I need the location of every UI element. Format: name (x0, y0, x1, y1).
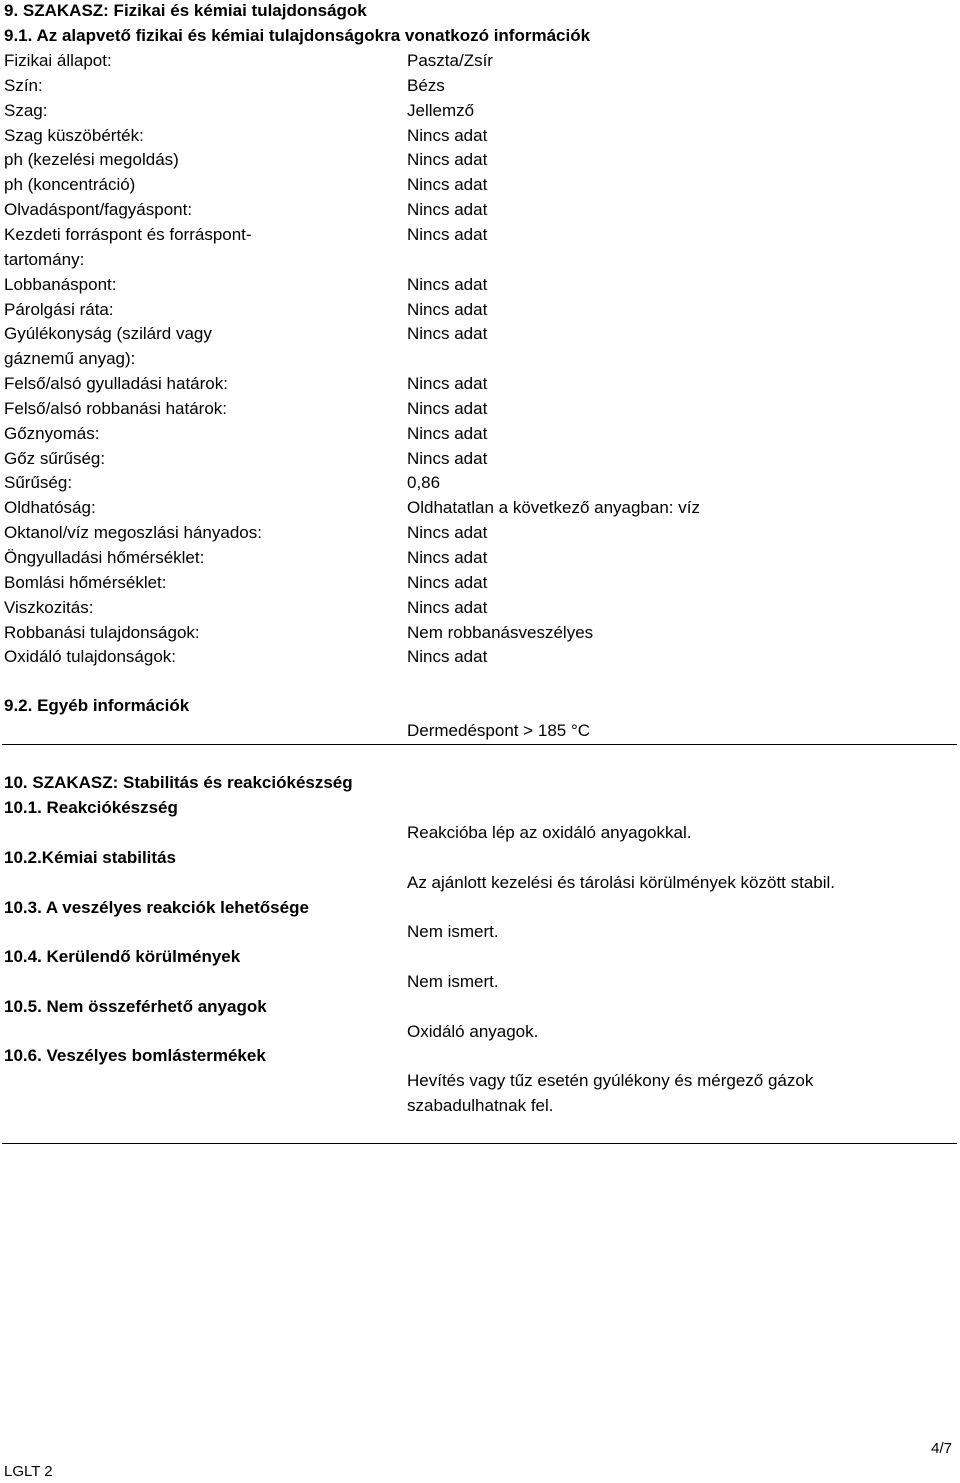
property-label: Lobbanáspont: (4, 275, 117, 294)
section10-1-value: Reakcióba lép az oxidáló anyagokkal. (407, 823, 692, 842)
property-label: Oxidáló tulajdonságok: (4, 647, 177, 666)
property-label: Viszkozitás: (4, 598, 94, 617)
property-value: Bézs (407, 76, 445, 95)
property-value: Paszta/Zsír (407, 51, 493, 70)
property-value: Nincs adat (407, 150, 488, 169)
property-label: Oktanol/víz megoszlási hányados: (4, 523, 262, 542)
property-label: Szag: (4, 101, 48, 120)
property-label: Gőz sűrűség: (4, 449, 106, 468)
property-value: Nincs adat (407, 175, 488, 194)
property-value: Nincs adat (407, 573, 488, 592)
property-label: Bomlási hőmérséklet: (4, 573, 167, 592)
property-value: Nincs adat (407, 399, 488, 418)
property-label: Öngyulladási hőmérséklet: (4, 548, 205, 567)
section10-6-label: 10.6. Veszélyes bomlástermékek (4, 1046, 266, 1065)
section10-3-value: Nem ismert. (407, 922, 499, 941)
property-label: ph (koncentráció) (4, 175, 136, 194)
property-value: Nincs adat (407, 647, 488, 666)
property-label: tartomány: (4, 250, 85, 269)
other-info-value: Dermedéspont > 185 °C (407, 721, 591, 740)
property-label: ph (kezelési megoldás) (4, 150, 179, 169)
property-value: Nincs adat (407, 126, 488, 145)
section9-2-heading: 9.2. Egyéb információk (4, 696, 190, 715)
property-value: Jellemző (407, 101, 475, 120)
section9-1-heading: 9.1. Az alapvető fizikai és kémiai tulajdonságokra vonatkozó információk (4, 26, 591, 45)
section9-heading: 9. SZAKASZ: Fizikai és kémiai tulajdonságok (4, 1, 367, 20)
property-value: Nincs adat (407, 598, 488, 617)
section10-2-label: 10.2.Kémiai stabilitás (4, 848, 176, 867)
property-label: Oldhatóság: (4, 498, 96, 517)
divider (2, 744, 957, 745)
page-number: 4/7 (931, 1440, 952, 1457)
property-value: Oldhatatlan a következő anyagban: víz (407, 498, 700, 517)
section10-heading: 10. SZAKASZ: Stabilitás és reakciókészség (4, 773, 353, 792)
property-label: Kezdeti forráspont és forráspont- (4, 225, 252, 244)
property-label: gáznemű anyag): (4, 349, 136, 368)
section10-5-value: Oxidáló anyagok. (407, 1022, 539, 1041)
property-value: Nincs adat (407, 424, 488, 443)
property-label: Sűrűség: (4, 473, 73, 492)
section10-6-value-cont: szabadulhatnak fel. (407, 1096, 554, 1115)
property-value: 0,86 (407, 473, 441, 492)
section10-5-label: 10.5. Nem összeférhető anyagok (4, 997, 267, 1016)
property-value: Nem robbanásveszélyes (407, 623, 594, 642)
divider-bottom (2, 1143, 957, 1144)
property-label: Felső/alsó robbanási határok: (4, 399, 228, 418)
property-label: Párolgási ráta: (4, 300, 114, 319)
section10-3-label: 10.3. A veszélyes reakciók lehetősége (4, 898, 309, 917)
property-label: Olvadáspont/fagyáspont: (4, 200, 193, 219)
property-label: Szag küszöbérték: (4, 126, 144, 145)
property-value: Nincs adat (407, 225, 488, 244)
property-value: Nincs adat (407, 300, 488, 319)
property-value: Nincs adat (407, 324, 488, 343)
section10-2-value: Az ajánlott kezelési és tárolási körülmények között stabil. (407, 873, 836, 892)
section10-1-label: 10.1. Reakciókészség (4, 798, 178, 817)
property-label: Gőznyomás: (4, 424, 100, 443)
section10-6-value: Hevítés vagy tűz esetén gyúlékony és mérgező gázok (407, 1071, 814, 1090)
property-value: Nincs adat (407, 275, 488, 294)
property-label: Fizikai állapot: (4, 51, 112, 70)
property-value: Nincs adat (407, 200, 488, 219)
property-value: Nincs adat (407, 523, 488, 542)
property-label: Robbanási tulajdonságok: (4, 623, 200, 642)
property-value: Nincs adat (407, 449, 488, 468)
property-label: Szín: (4, 76, 43, 95)
property-value: Nincs adat (407, 374, 488, 393)
property-label: Gyúlékonyság (szilárd vagy (4, 324, 212, 343)
document-code: LGLT 2 (4, 1463, 53, 1480)
property-value: Nincs adat (407, 548, 488, 567)
property-label: Felső/alsó gyulladási határok: (4, 374, 228, 393)
section10-4-value: Nem ismert. (407, 972, 499, 991)
section10-4-label: 10.4. Kerülendő körülmények (4, 947, 241, 966)
